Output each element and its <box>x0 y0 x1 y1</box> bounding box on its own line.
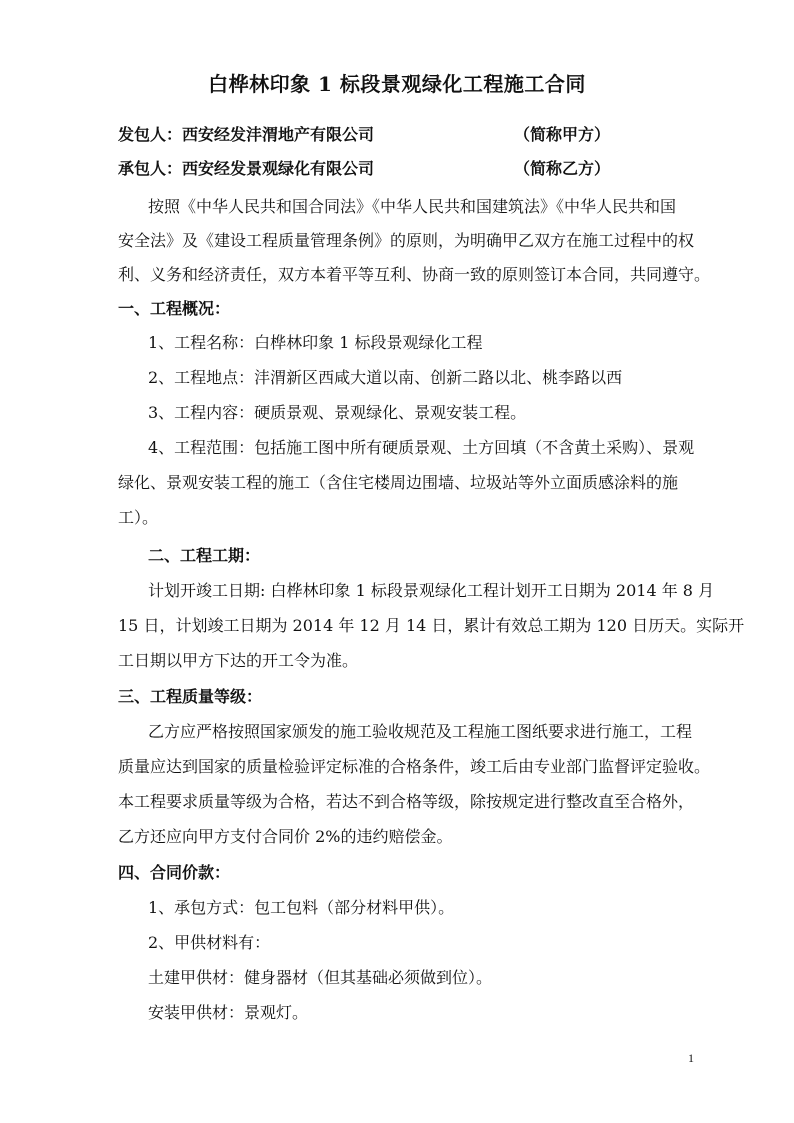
section-heading: 一、工程概况： <box>118 299 231 318</box>
body-line: 本工程要求质量等级为合格，若达不到合格等级，除按规定进行整改直至合格外， <box>118 792 695 811</box>
body-line: 15 日，计划竣工日期为 2014 年 12 月 14 日，累计有效总工期为 120 日历天。实际开 <box>118 616 745 635</box>
scope-line: 4、工程范围：包括施工图中所有硬质景观、土方回填（不含黄土采购）、景观 <box>148 438 695 457</box>
list-item: 土建甲供材：健身器材（但其基础必须做到位）。 <box>148 968 493 987</box>
party-a-abbr: （简称甲方） <box>514 125 611 144</box>
body-line: 计划开竣工日期: 白桦林印象 1 标段景观绿化工程计划开工日期为 2014 年 8 月 <box>148 581 715 600</box>
party-b-label: 承包人：西安经发景观绿化有限公司 <box>118 159 375 178</box>
scope-line: 绿化、景观安装工程的施工（含住宅楼周边围墙、垃圾站等外立面质感涂料的施 <box>118 473 679 492</box>
list-item: 2、甲供材料有： <box>148 933 271 952</box>
body-line: 乙方应严格按照国家颁发的施工验收规范及工程施工图纸要求进行施工，工程 <box>148 722 693 741</box>
body-line: 工日期以甲方下达的开工令为准。 <box>118 651 359 670</box>
list-item: 3、工程内容：硬质景观、景观绿化、景观安装工程。 <box>148 403 527 422</box>
list-item: 1、承包方式：包工包料（部分材料甲供）。 <box>148 898 455 917</box>
party-b-abbr: （简称乙方） <box>514 159 611 178</box>
body-line: 质量应达到国家的质量检验评定标准的合格条件，竣工后由专业部门监督评定验收。 <box>118 757 711 776</box>
contract-title: 白桦林印象 1 标段景观绿化工程施工合同 <box>208 72 586 96</box>
intro-line: 利、义务和经济责任，双方本着平等互利、协商一致的原则签订本合同，共同遵守。 <box>118 265 711 284</box>
scope-line: 工）。 <box>118 508 159 527</box>
list-item: 1、工程名称：白桦林印象 1 标段景观绿化工程 <box>148 333 483 352</box>
body-line: 乙方还应向甲方支付合同价 2%的违约赔偿金。 <box>118 827 453 846</box>
intro-line: 安全法》及《建设工程质量管理条例》的原则，为明确甲乙双方在施工过程中的权 <box>118 231 695 250</box>
list-item: 安装甲供材：景观灯。 <box>148 1003 309 1022</box>
section-heading: 四、合同价款： <box>118 863 231 882</box>
list-item: 2、工程地点：沣渭新区西咸大道以南、创新二路以北、桃李路以西 <box>148 368 623 387</box>
page-number: 1 <box>688 1051 694 1065</box>
intro-line: 按照《中华人民共和国合同法》《中华人民共和国建筑法》《中华人民共和国 <box>148 197 677 216</box>
party-a-label: 发包人：西安经发沣渭地产有限公司 <box>118 125 375 144</box>
section-heading: 三、工程质量等级： <box>118 687 263 706</box>
section-heading: 二、工程工期： <box>148 546 261 565</box>
